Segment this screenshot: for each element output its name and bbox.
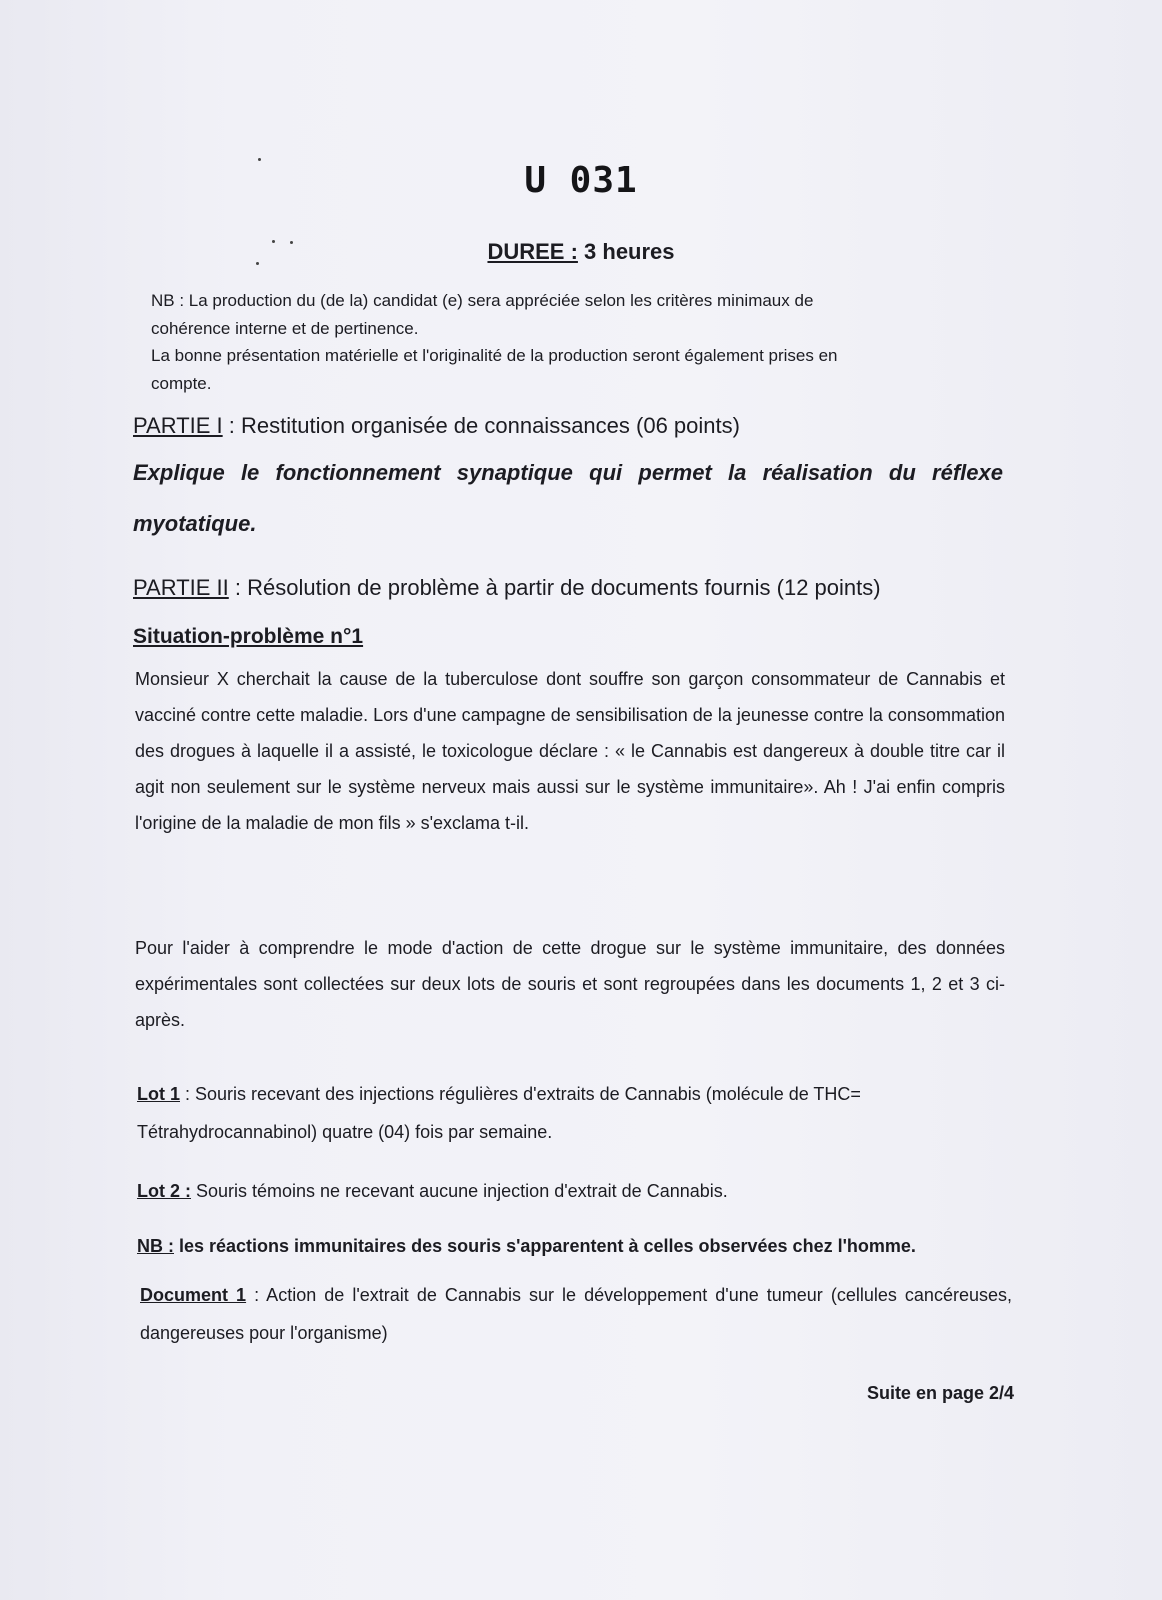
- nb-intro-line-3: La bonne présentation matérielle et l'originalité de la production seront également prises en: [151, 346, 838, 365]
- duration: [0, 239, 1162, 265]
- nb-note: [137, 1236, 1005, 1257]
- nb-note-label: NB :: [137, 1236, 174, 1256]
- duration-label: DUREE :: [487, 239, 578, 264]
- partie-1-question: Explique le fonctionnement synaptique qui permet la réalisation du réflexe myotatique.: [133, 460, 1003, 536]
- partie-1-heading: [133, 413, 1003, 439]
- nb-intro-line-1: NB : La production du (de la) candidat (e) sera appréciée selon les critères minimaux de: [151, 291, 814, 310]
- lot-1-text: : Souris recevant des injections régulières d'extraits de Cannabis (molécule de THC= Tétrahydrocannabinol) quatre (04) fois par semaine.: [137, 1084, 861, 1142]
- lot-2-label: Lot 2 :: [137, 1181, 191, 1201]
- nb-intro-line-4: compte.: [151, 374, 212, 393]
- lot-2: [137, 1172, 1005, 1210]
- situation-paragraph-2: Pour l'aider à comprendre le mode d'action de cette drogue sur le système immunitaire, des données expérimentales sont collectées sur deux lots de souris et sont regroupées dans les documents 1, 2 et 3 ci-après.: [135, 938, 1005, 1030]
- document-1-text: : Action de l'extrait de Cannabis sur le développement d'une tumeur (cellules cancéreuses, dangereuses pour l'organisme): [140, 1285, 1012, 1343]
- nb-intro-line-2: cohérence interne et de pertinence.: [151, 319, 419, 338]
- situation-paragraph-1: Monsieur X cherchait la cause de la tuberculose dont souffre son garçon consommateur de Cannabis et vacciné contre cette maladie. Lors d'une campagne de sensibilisation de la jeunesse contre la consommation des drogues à laquelle il a assisté, le toxicologue déclare : « le Cannabis est dangereux à double titre car il agit non seulement sur le système nerveux mais aussi sur le système immunitaire». Ah ! J'ai enfin compris l'origine de la maladie de mon fils » s'exclama t-il.: [135, 669, 1005, 833]
- partie-1-title: : Restitution organisée de connaissances (06 points): [222, 413, 740, 438]
- situation-title: Situation-problème n°1: [133, 625, 364, 648]
- partie-2-label: PARTIE II: [133, 575, 229, 600]
- document-1-label: Document 1: [140, 1285, 247, 1305]
- partie-2-title: : Résolution de problème à partir de documents fournis (12 points): [228, 575, 881, 600]
- continued-note: Suite en page 2/4: [866, 1383, 1014, 1403]
- lot-2-text: Souris témoins ne recevant aucune injection d'extrait de Cannabis.: [191, 1181, 728, 1201]
- lot-1-label: Lot 1: [137, 1084, 180, 1104]
- duration-value: 3 heures: [577, 239, 675, 264]
- document-1: [140, 1276, 1012, 1352]
- nb-note-text: les réactions immunitaires des souris s'apparentent à celles observées chez l'homme.: [174, 1236, 916, 1256]
- partie-1-label: PARTIE I: [133, 413, 223, 438]
- lot-1: [137, 1075, 1005, 1151]
- partie-2-heading: [133, 575, 1003, 601]
- exam-code: U 031: [524, 160, 638, 201]
